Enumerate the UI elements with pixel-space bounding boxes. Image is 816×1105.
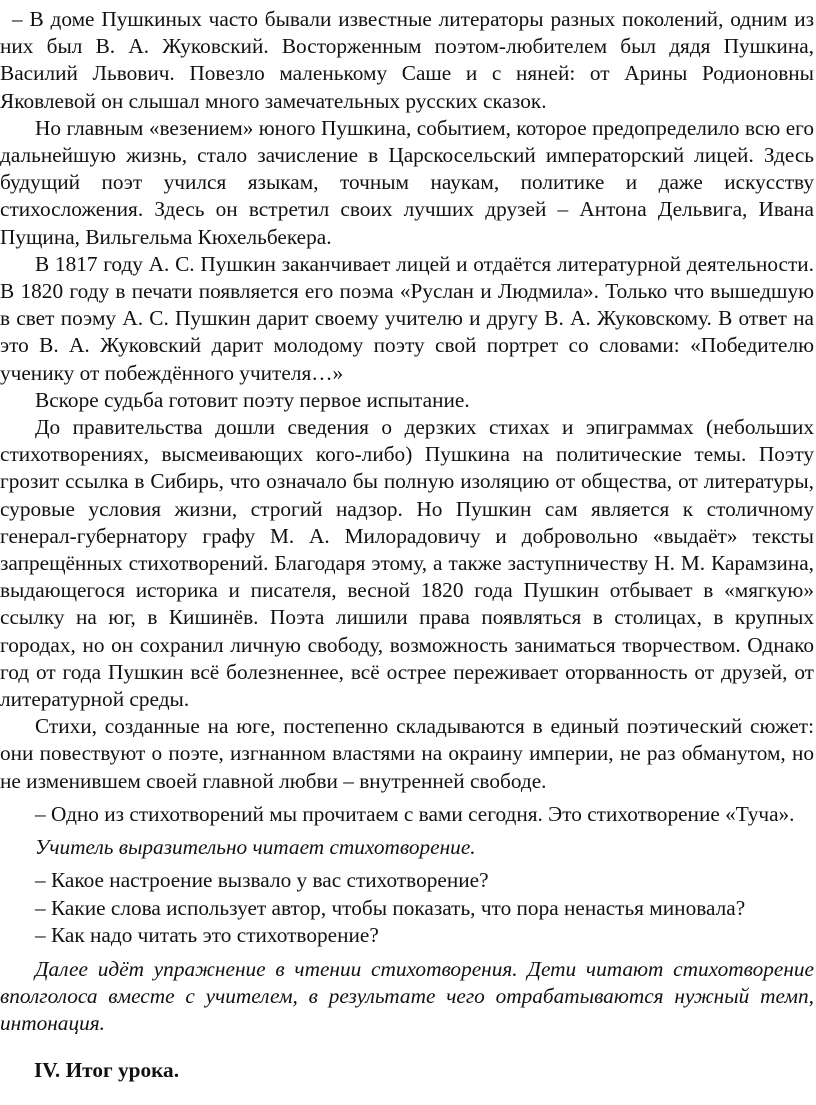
- question-reading: – Как надо читать это стихотворение?: [35, 923, 379, 948]
- paragraph-southern-poems: Стихи, созданные на юге, постепенно складываются в единый поэтический сюжет: они повествуют о поэте, изгнанном властями на окраину империи, не раз обманутом, но не изменившем своей главной любви – внутренней свободе.: [0, 714, 814, 793]
- paragraph-tucha-intro: – Одно из стихотворений мы прочитаем с вами сегодня. Это стихотворение «Туча».: [35, 801, 795, 826]
- teacher-note: Учитель выразительно читает стихотворение.: [35, 835, 476, 860]
- paragraph-1817: В 1817 году А. С. Пушкин заканчивает лицей и отдаётся литературной деятельности. В 1820 году в печати появляется его поэма «Руслан и Людмила». Только что вышедшую в свет поэму А. С. Пушкин дарит своему учителю и другу В. А. Жуковскому. В ответ на это В. А. Жуковский дарит молодому поэту свой портрет со словами: «Победителю ученику от побеждённого учителя…»: [0, 251, 814, 385]
- paragraph-lyceum: Но главным «везением» юного Пушкина, событием, которое предопределило всю его дальнейшую жизнь, стало зачисление в Царскосельский императорский лицей. Здесь будущий поэт учился языкам, точным наукам, политике и даже искусству стихосложения. Здесь он встретил своих лучших друзей – Антона Дельвига, Ивана Пущина, Вильгельма Кюхельбекера.: [0, 115, 814, 249]
- paragraph-first-trial: Вскоре судьба готовит поэту первое испытание.: [35, 387, 470, 412]
- paragraph-pushkin-home: – В доме Пушкиных часто бывали известные литераторы разных поколений, одним из них был В. А. Жуковский. Восторженным поэтом-любителем был дядя Пушкина, Василий Львович. Повезло маленькому Саше и с няней: от Арины Родионовны Яковлевой он слышал много замечательных русских сказок.: [0, 7, 814, 113]
- exercise-note: Далее идёт упражнение в чтении стихотворения. Дети читают стихотворение вполголоса вместе с учителем, в результате чего отрабатываются нужный темп, интонация.: [0, 956, 814, 1035]
- paragraph-exile: До правительства дошли сведения о дерзких стихах и эпиграммах (небольших стихотворениях, высмеивающих кого-либо) Пушкина на политические темы. Поэту грозит ссылка в Сибирь, что означало бы полную изоляцию от общества, от литературы, суровые условия жизни, строгий надзор. Но Пушкин сам является к столичному генерал-губернатору графу М. А. Милорадовичу и добровольно «выдаёт» тексты запрещённых стихотворений. Благодаря этому, а также заступничеству Н. М. Карамзина, выдающегося историка и писателя, весной 1820 года Пушкин отбывает в «мягкую» ссылку на юг, в Кишинёв. Поэта лишили права появляться в столицах, в крупных городах, но он сохранил личную свободу, возможность заниматься творчеством. Однако год от года Пушкин всё болезненнее, всё острее переживает оторванность от друзей, от литературной среды.: [0, 415, 814, 712]
- section-heading: IV. Итог урока.: [34, 1058, 180, 1083]
- question-mood: – Какое настроение вызвало у вас стихотворение?: [35, 868, 489, 893]
- question-words: – Какие слова использует автор, чтобы показать, что пора ненастья миновала?: [35, 895, 746, 920]
